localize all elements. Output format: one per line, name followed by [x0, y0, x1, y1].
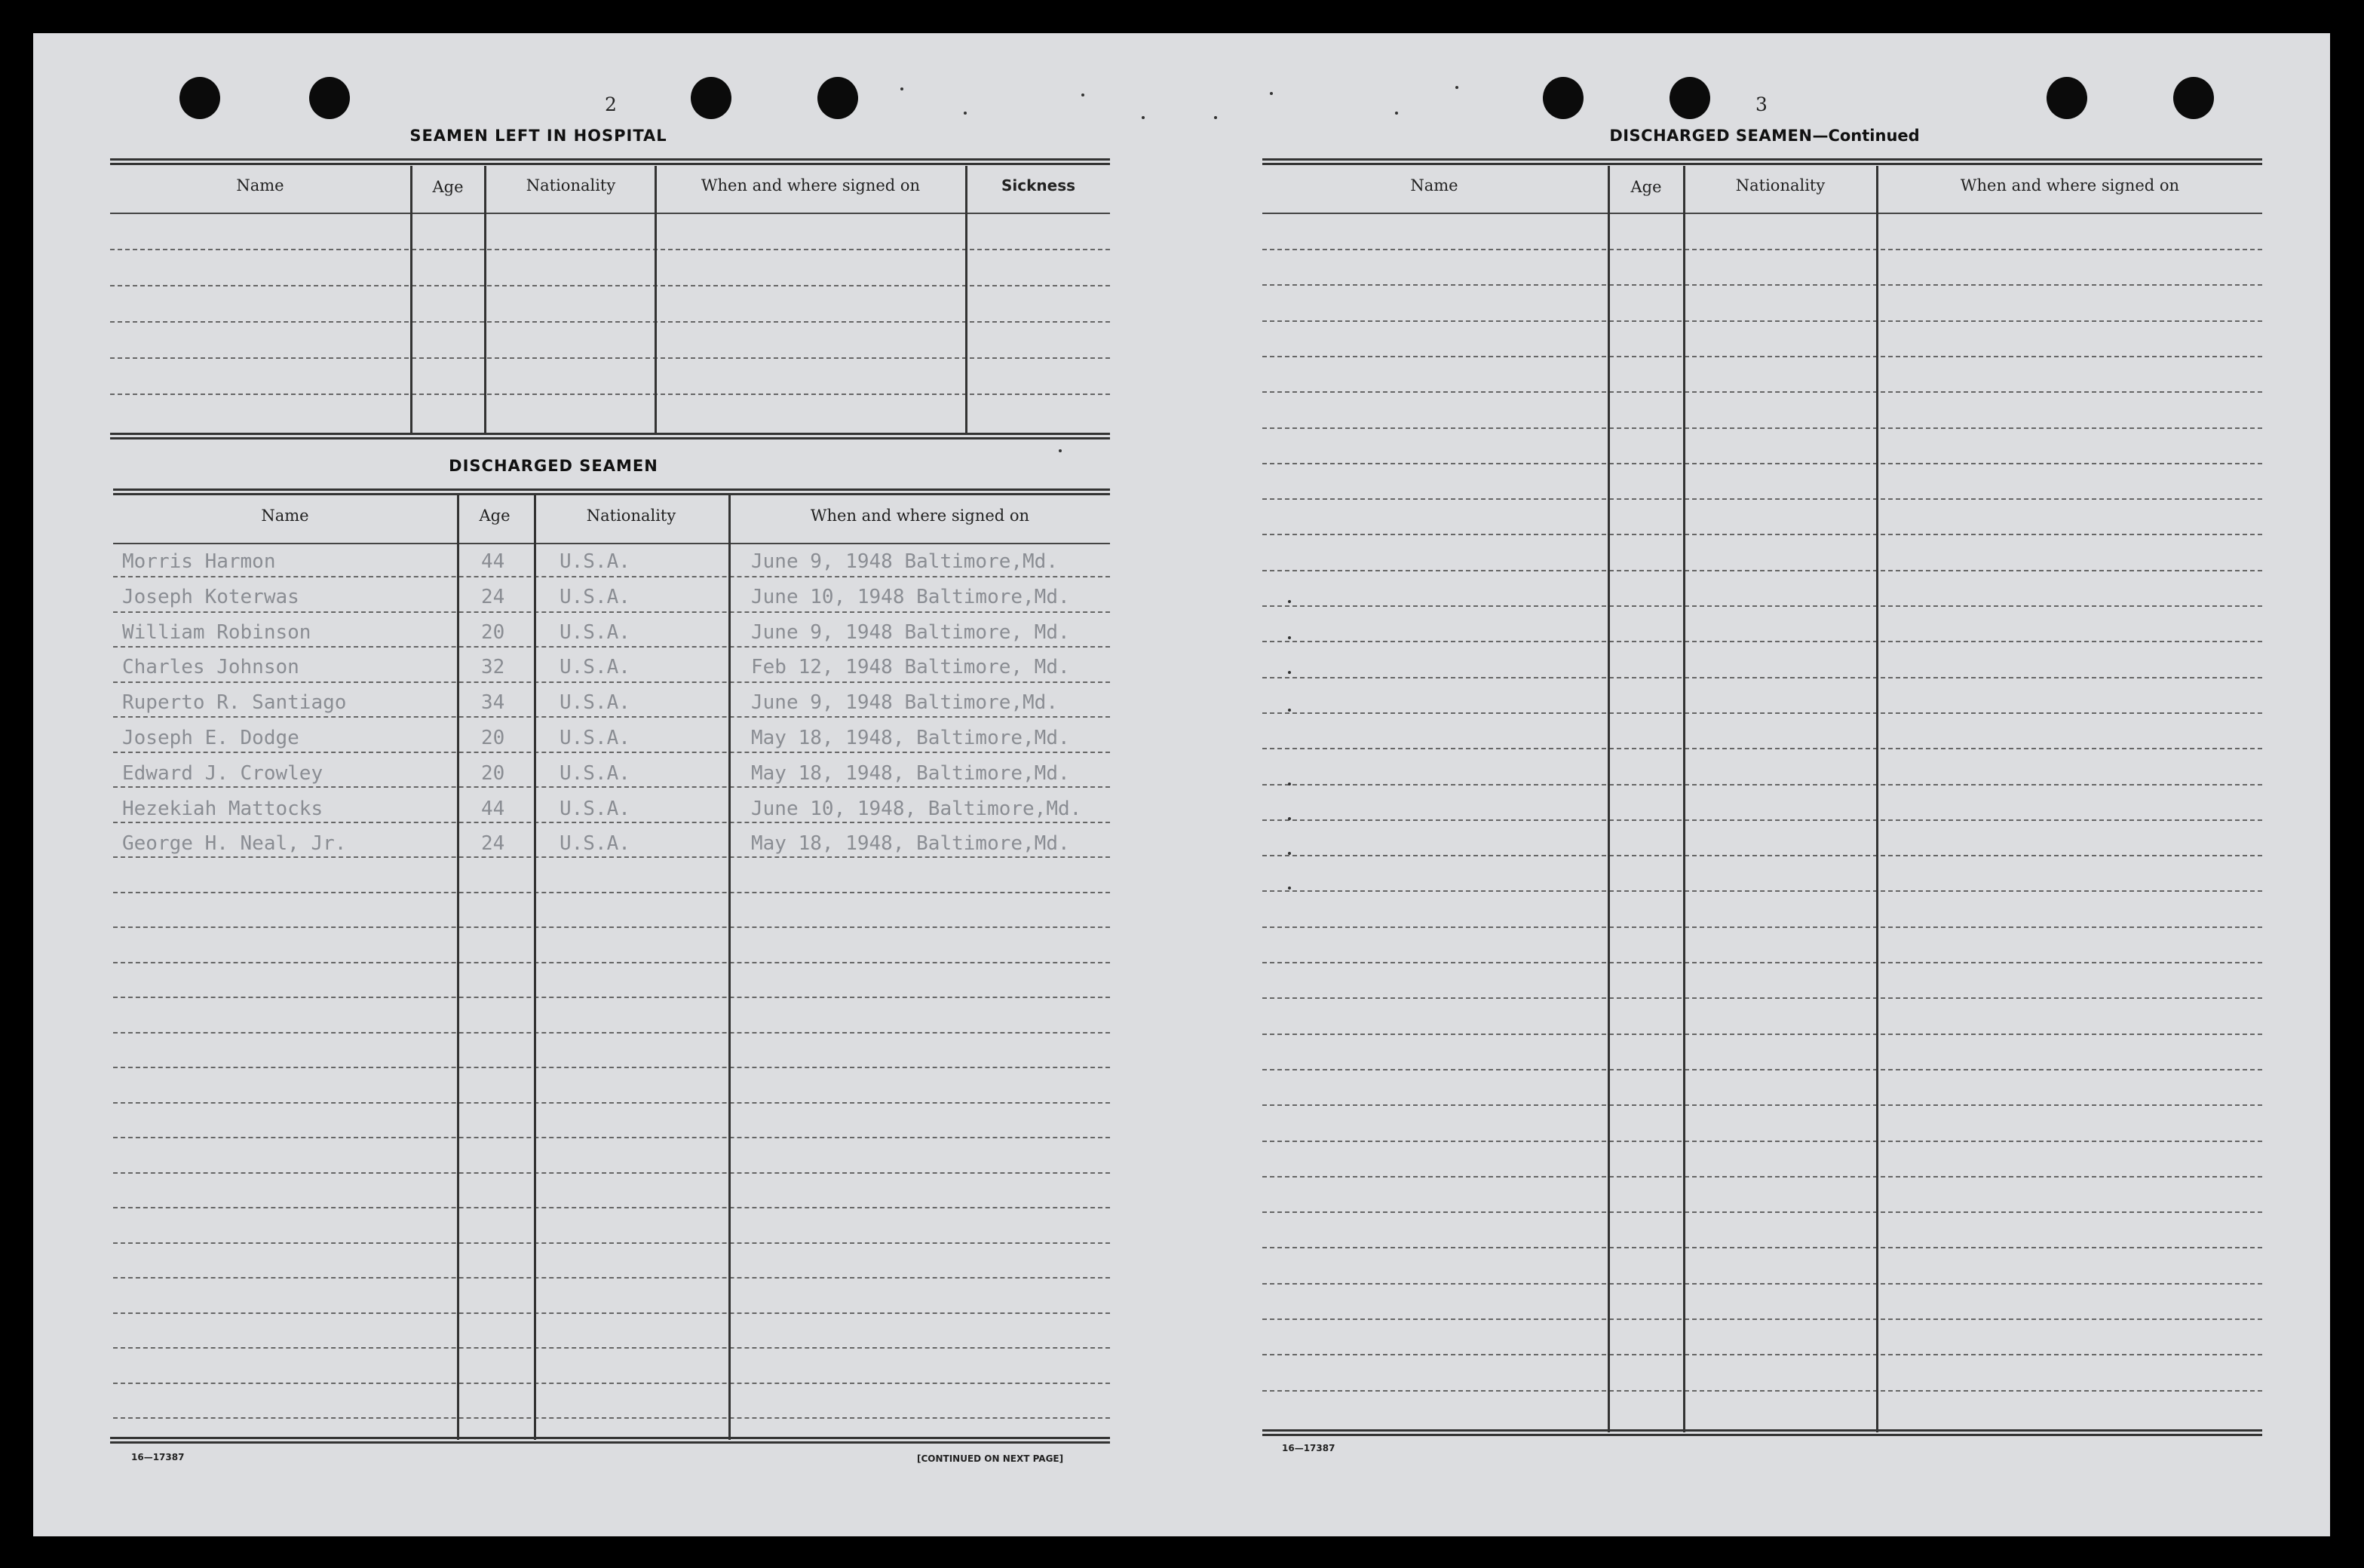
- ruled-line: [1262, 926, 2262, 928]
- discharged-cell-signed-on: May 18, 1948, Baltimore,Md.: [751, 761, 1070, 785]
- ruled-line: [113, 1032, 1110, 1034]
- discharged-cell-age: 20: [481, 620, 505, 644]
- hospital-header-rule: [110, 213, 1110, 214]
- ruled-line: [113, 1312, 1110, 1314]
- hospital-bottom-rule: [110, 433, 1110, 439]
- discharged-cell-age: 32: [481, 656, 505, 679]
- ruled-line: [113, 1417, 1110, 1419]
- ruled-line: [113, 1102, 1110, 1104]
- ruled-line: [1262, 997, 2262, 999]
- right-header-signed: When and where signed on: [1960, 176, 2180, 194]
- discharged-cell-signed-on: June 9, 1948 Baltimore,Md.: [751, 550, 1058, 573]
- right-header-nationality: Nationality: [1735, 176, 1826, 194]
- ruled-line: [1262, 1034, 2262, 1035]
- discharged-cell-age: 20: [481, 761, 505, 785]
- discharged-cell-nationality: U.S.A.: [560, 761, 630, 785]
- ruled-line: [113, 856, 1110, 858]
- right-title-main: DISCHARGED SEAMEN: [1609, 127, 1813, 145]
- ruled-line: [113, 1347, 1110, 1349]
- discharged-cell-name: Ruperto R. Santiago: [122, 691, 347, 715]
- margin-mark: [1288, 817, 1291, 820]
- right-col-divider: [1876, 166, 1878, 1432]
- right-section-title: [1538, 127, 1991, 145]
- speck: [964, 112, 967, 115]
- discharged-cell-age: 24: [481, 585, 505, 608]
- discharged-cell-name: George H. Neal, Jr.: [122, 832, 347, 856]
- ruled-line: [1262, 890, 2262, 892]
- discharged-cell-name: Edward J. Crowley: [122, 761, 323, 785]
- ruled-line: [1262, 498, 2262, 500]
- discharged-cell-nationality: U.S.A.: [560, 727, 630, 749]
- continued-note: [CONTINUED ON NEXT PAGE]: [917, 1453, 1064, 1464]
- document-sheet: [33, 33, 2330, 1536]
- hospital-col-divider: [410, 166, 412, 434]
- ruled-line: [113, 1172, 1110, 1174]
- punch-hole: [2173, 77, 2214, 119]
- ruled-line: [1262, 534, 2262, 535]
- ruled-line: [113, 997, 1110, 998]
- hospital-col-divider: [484, 166, 486, 434]
- page-number-left: 2: [605, 93, 617, 115]
- margin-mark: [1288, 887, 1291, 890]
- discharged-cell-age: 44: [481, 797, 505, 820]
- right-bottom-rule: [1262, 1429, 2262, 1436]
- ruled-line: [1262, 1318, 2262, 1320]
- ruled-line: [1262, 1211, 2262, 1213]
- margin-mark: [1288, 671, 1291, 674]
- ruled-line: [1262, 320, 2262, 322]
- ruled-line: [1262, 356, 2262, 357]
- ruled-line: [110, 357, 1110, 359]
- ruled-line: [110, 321, 1110, 323]
- ruled-line: [1262, 748, 2262, 749]
- discharged-header-signed: When and where signed on: [810, 507, 1030, 525]
- discharged-cell-signed-on: June 9, 1948 Baltimore, Md.: [751, 620, 1070, 644]
- discharged-cell-signed-on: Feb 12, 1948 Baltimore, Md.: [751, 656, 1070, 679]
- ruled-line: [1262, 1390, 2262, 1392]
- ruled-line: [113, 681, 1110, 683]
- ruled-line: [113, 716, 1110, 718]
- margin-mark: [1288, 709, 1291, 712]
- ruled-line: [1262, 855, 2262, 856]
- speck: [1081, 93, 1084, 96]
- hospital-header-age: Age: [432, 178, 464, 196]
- speck: [1059, 449, 1062, 452]
- discharged-cell-age: 20: [481, 727, 505, 749]
- punch-hole: [1670, 77, 1710, 119]
- ruled-line: [1262, 677, 2262, 678]
- ruled-line: [113, 1383, 1110, 1384]
- ruled-line: [1262, 1283, 2262, 1285]
- discharged-cell-age: 44: [481, 550, 505, 573]
- ruled-line: [113, 1067, 1110, 1068]
- hospital-header-nationality: Nationality: [526, 176, 616, 194]
- ruled-line: [1262, 249, 2262, 250]
- discharged-cell-nationality: U.S.A.: [560, 832, 630, 856]
- discharged-cell-nationality: U.S.A.: [560, 620, 630, 644]
- margin-mark: [1288, 782, 1291, 786]
- form-number-right: 16—17387: [1282, 1443, 1335, 1453]
- discharged-cell-name: Hezekiah Mattocks: [122, 797, 323, 820]
- punch-hole: [2047, 77, 2087, 119]
- ruled-line: [113, 1277, 1110, 1279]
- right-col-divider: [1608, 166, 1610, 1432]
- right-header-age: Age: [1630, 178, 1662, 196]
- hospital-top-rule: [110, 158, 1110, 165]
- margin-mark: [1288, 852, 1291, 855]
- right-header-rule: [1262, 213, 2262, 214]
- discharged-header-rule: [113, 543, 1110, 544]
- speck: [1455, 86, 1458, 89]
- punch-hole: [691, 77, 731, 119]
- ruled-line: [113, 786, 1110, 788]
- discharged-col-divider: [728, 495, 731, 1440]
- ruled-line: [1262, 570, 2262, 571]
- punch-hole: [1543, 77, 1584, 119]
- hospital-col-divider: [655, 166, 657, 434]
- discharged-cell-name: Joseph Koterwas: [122, 585, 299, 608]
- ruled-line: [113, 646, 1110, 648]
- speck: [1142, 116, 1145, 119]
- ruled-line: [1262, 641, 2262, 642]
- discharged-header-age: Age: [479, 507, 511, 525]
- speck: [1270, 92, 1273, 95]
- discharged-top-rule: [113, 488, 1110, 495]
- ruled-line: [113, 926, 1110, 928]
- ruled-line: [110, 285, 1110, 286]
- ruled-line: [113, 1242, 1110, 1244]
- discharged-cell-name: Charles Johnson: [122, 656, 299, 679]
- ruled-line: [113, 1137, 1110, 1138]
- form-number-left: 16—17387: [131, 1452, 185, 1462]
- ruled-line: [1262, 1176, 2262, 1178]
- hospital-section-title: SEAMEN LEFT IN HOSPITAL: [409, 127, 667, 145]
- margin-mark: [1288, 636, 1291, 639]
- discharged-cell-signed-on: June 10, 1948 Baltimore,Md.: [751, 585, 1070, 608]
- ruled-line: [1262, 463, 2262, 464]
- discharged-cell-signed-on: May 18, 1948, Baltimore,Md.: [751, 727, 1070, 749]
- discharged-cell-signed-on: May 18, 1948, Baltimore,Md.: [751, 832, 1070, 856]
- ruled-line: [1262, 784, 2262, 786]
- speck: [900, 87, 903, 90]
- discharged-cell-name: William Robinson: [122, 620, 311, 644]
- ruled-line: [110, 249, 1110, 250]
- discharged-header-name: Name: [261, 507, 309, 525]
- hospital-header-name: Name: [236, 176, 284, 194]
- ruled-line: [113, 892, 1110, 893]
- margin-mark: [1288, 600, 1291, 603]
- discharged-cell-nationality: U.S.A.: [560, 691, 630, 715]
- discharged-cell-name: Joseph E. Dodge: [122, 727, 299, 749]
- discharged-cell-nationality: U.S.A.: [560, 550, 630, 573]
- discharged-cell-age: 34: [481, 691, 505, 715]
- ruled-line: [1262, 1069, 2262, 1070]
- ruled-line: [113, 576, 1110, 577]
- right-header-name: Name: [1410, 176, 1458, 194]
- discharged-section-title: DISCHARGED SEAMEN: [449, 457, 658, 475]
- ruled-line: [1262, 962, 2262, 963]
- hospital-col-divider: [965, 166, 967, 434]
- discharged-cell-signed-on: June 10, 1948, Baltimore,Md.: [751, 797, 1082, 820]
- discharged-header-nationality: Nationality: [586, 507, 676, 525]
- ruled-line: [1262, 284, 2262, 286]
- ruled-line: [1262, 1104, 2262, 1106]
- discharged-cell-nationality: U.S.A.: [560, 585, 630, 608]
- discharged-cell-nationality: U.S.A.: [560, 797, 630, 820]
- ruled-line: [1262, 1247, 2262, 1248]
- ruled-line: [113, 752, 1110, 753]
- ruled-line: [113, 822, 1110, 823]
- ruled-line: [1262, 1141, 2262, 1142]
- ruled-line: [1262, 391, 2262, 393]
- page-number-right: 3: [1755, 93, 1768, 115]
- hospital-header-sickness: Sickness: [1001, 176, 1076, 194]
- hospital-header-signed: When and where signed on: [701, 176, 921, 194]
- discharged-col-divider: [457, 495, 459, 1440]
- speck: [1395, 112, 1398, 115]
- punch-hole: [817, 77, 858, 119]
- right-col-divider: [1683, 166, 1685, 1432]
- ruled-line: [1262, 819, 2262, 821]
- discharged-bottom-rule: [110, 1437, 1110, 1444]
- ruled-line: [1262, 712, 2262, 714]
- ruled-line: [113, 962, 1110, 963]
- right-title-continued: —Continued: [1812, 127, 1920, 145]
- discharged-cell-name: Morris Harmon: [122, 550, 276, 573]
- ruled-line: [1262, 427, 2262, 429]
- punch-hole: [309, 77, 350, 119]
- right-top-rule: [1262, 158, 2262, 165]
- speck: [1214, 116, 1217, 119]
- ruled-line: [110, 394, 1110, 395]
- discharged-cell-nationality: U.S.A.: [560, 656, 630, 679]
- discharged-cell-age: 24: [481, 832, 505, 856]
- punch-hole: [179, 77, 220, 119]
- ruled-line: [113, 611, 1110, 613]
- discharged-cell-signed-on: June 9, 1948 Baltimore,Md.: [751, 691, 1058, 715]
- ruled-line: [1262, 1354, 2262, 1355]
- ruled-line: [113, 1207, 1110, 1208]
- ruled-line: [1262, 605, 2262, 607]
- discharged-col-divider: [534, 495, 536, 1440]
